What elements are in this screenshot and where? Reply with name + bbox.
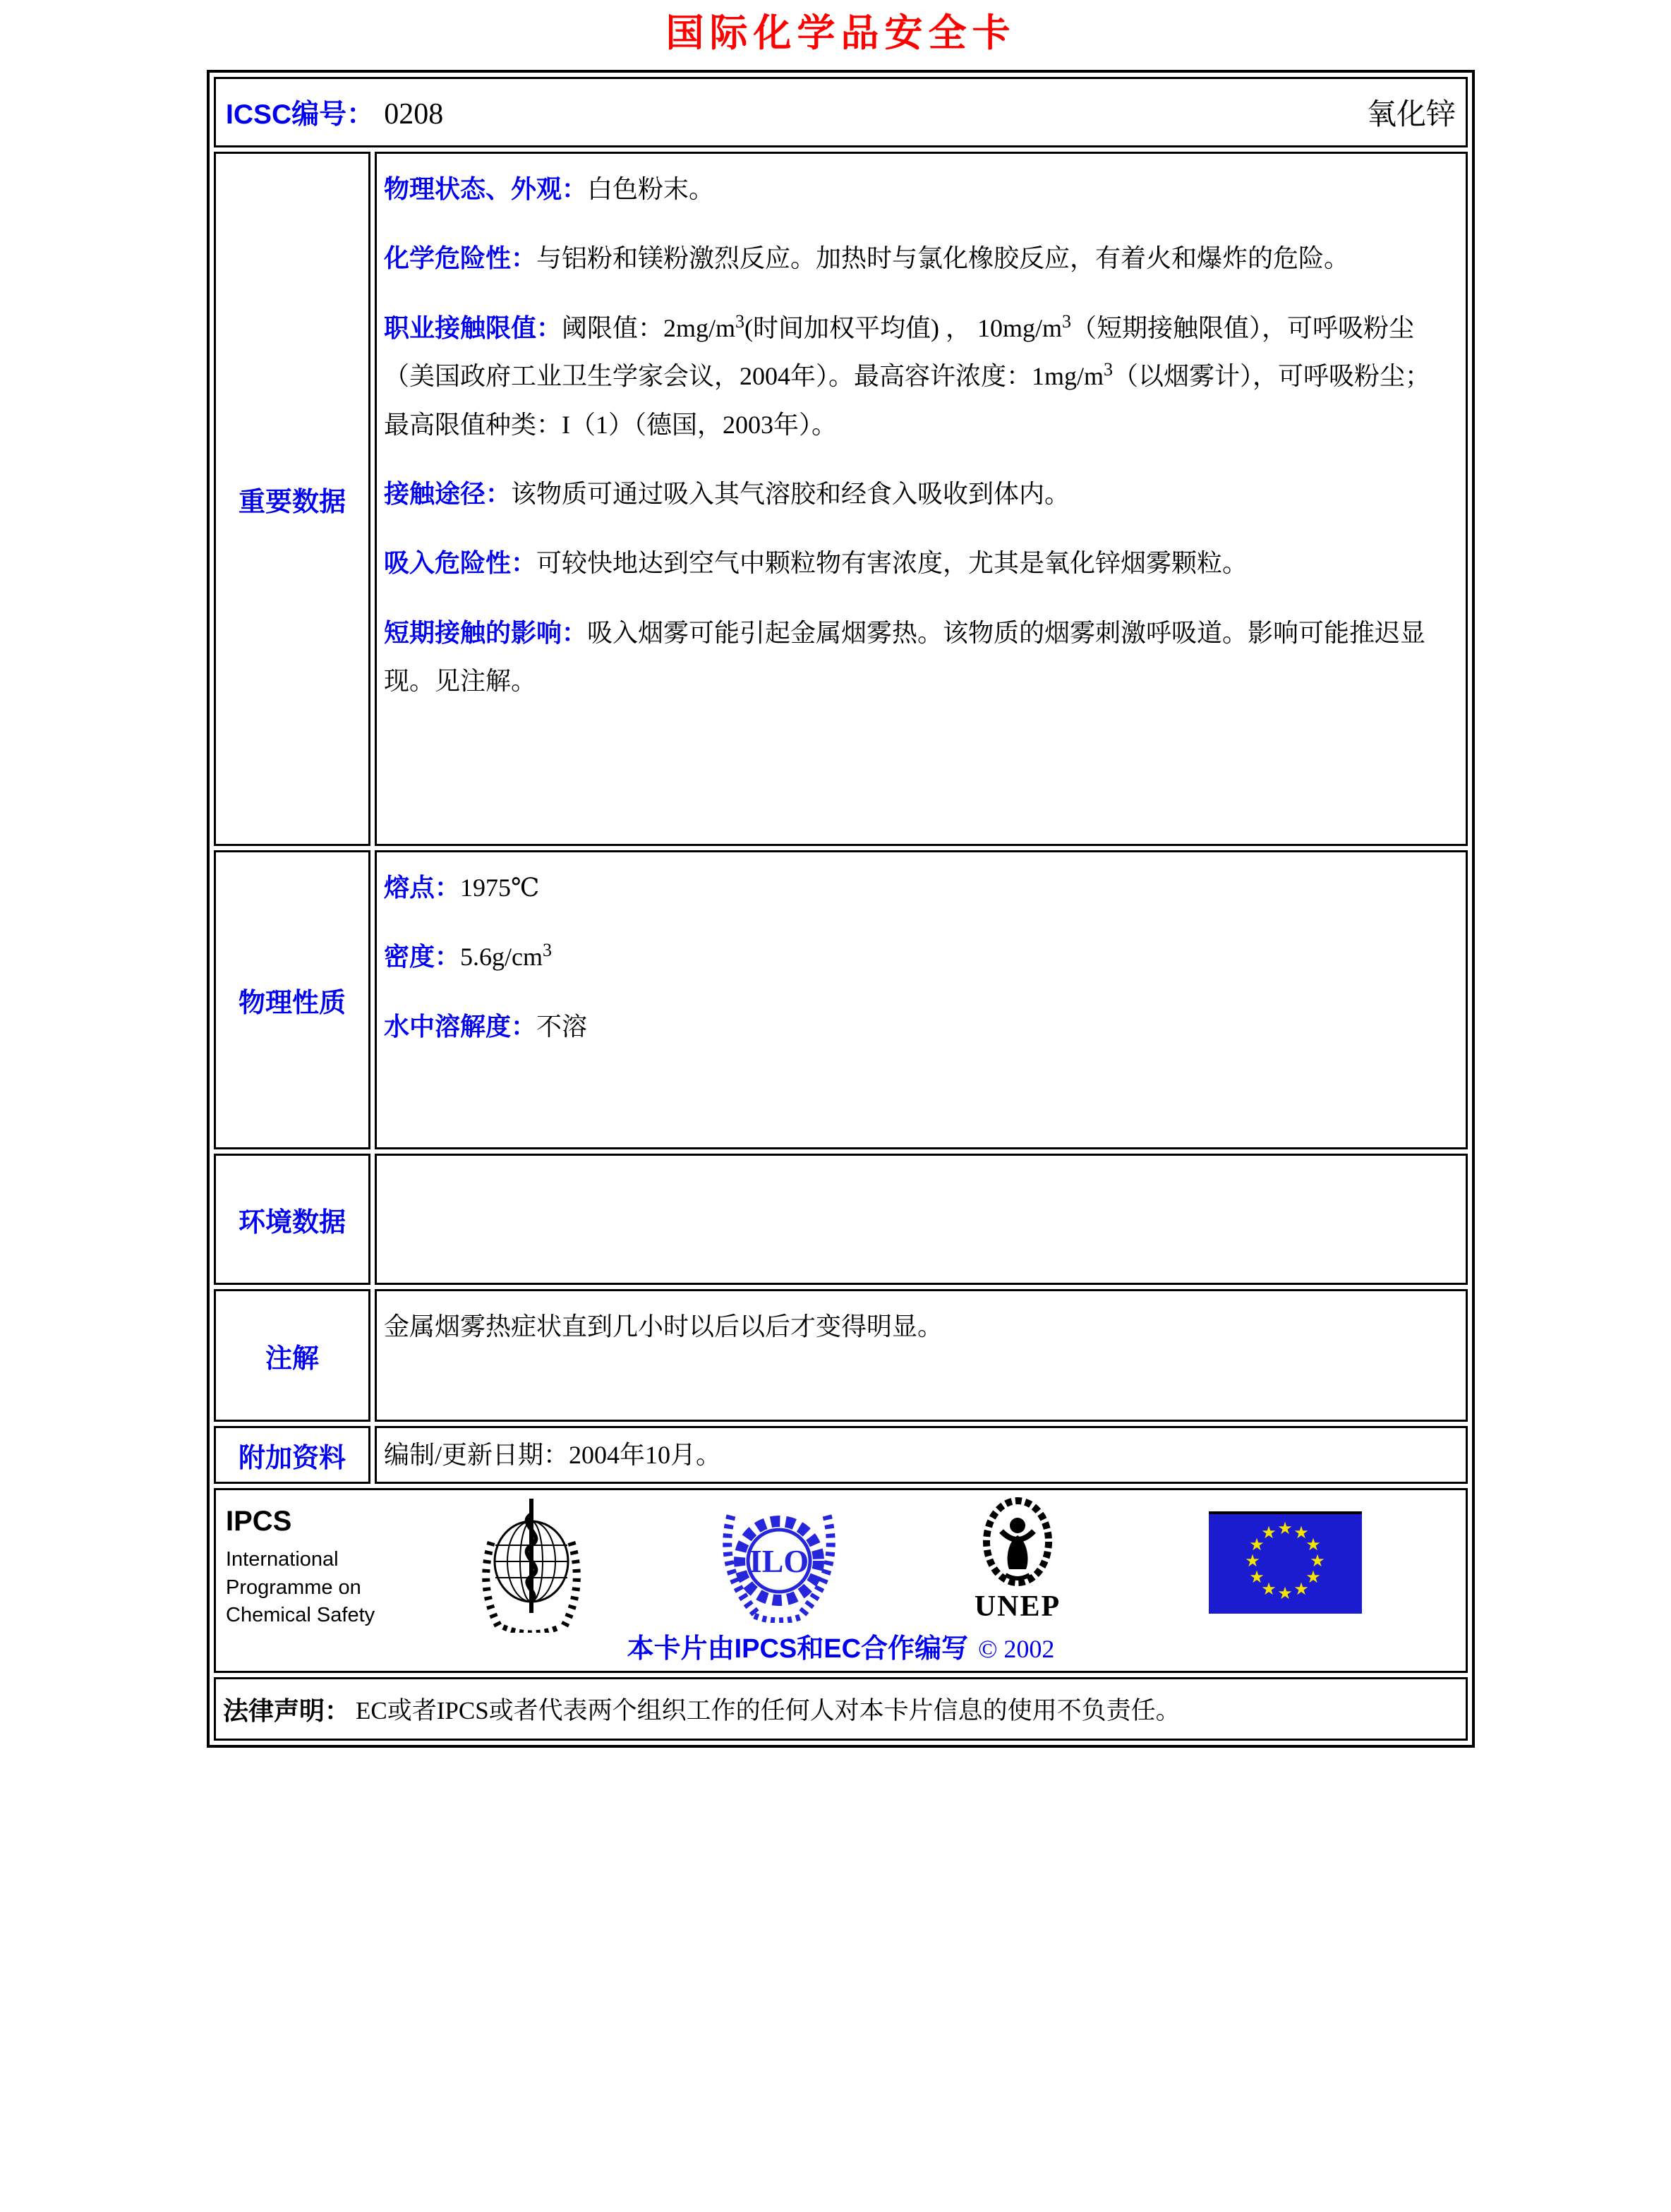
paragraph: [384, 304, 1454, 449]
field-label: 物理状态、外观：: [384, 174, 588, 203]
ipcs-title: IPCS: [226, 1506, 292, 1537]
eu-flag-star: ★: [1261, 1523, 1277, 1543]
eu-flag-star: ★: [1277, 1583, 1293, 1604]
eu-flag-star: ★: [1293, 1523, 1309, 1543]
section-label-notes: 注解: [265, 1343, 319, 1374]
legal-row: [214, 1677, 1468, 1741]
notes-content: [375, 1289, 1468, 1422]
footer-caption-text: 本卡片由IPCS和EC合作编写: [627, 1634, 969, 1664]
superscript: 3: [1104, 359, 1114, 380]
text-segment: (时间加权平均值) ， 10mg/m: [744, 313, 1063, 342]
superscript: 3: [1062, 310, 1072, 332]
environmental-data-row: [214, 1154, 1468, 1285]
paragraph: [384, 165, 1454, 213]
paragraph: [384, 933, 1454, 981]
additional-info-label-cell: [214, 1426, 370, 1484]
field-label: 水中溶解度：: [384, 1011, 537, 1041]
eu-flag-icon: [1209, 1511, 1362, 1614]
text-segment: 1975℃: [460, 874, 540, 902]
section-label-additional-info: 附加资料: [238, 1443, 346, 1473]
field-label: 接触途径：: [384, 478, 512, 508]
important-data-content: [375, 152, 1468, 846]
chemical-name: 氧化锌: [1366, 99, 1456, 131]
eu-flag-star: ★: [1310, 1551, 1325, 1571]
eu-flag-star: ★: [1293, 1579, 1309, 1600]
paragraph: [384, 1303, 1454, 1350]
footer-row: [214, 1488, 1468, 1673]
eu-flag-star: ★: [1305, 1535, 1321, 1555]
notes-label-cell: [214, 1289, 370, 1422]
unep-logo-text: UNEP: [974, 1590, 1061, 1624]
paragraph: [384, 1431, 1454, 1479]
field-label: 职业接触限值：: [384, 313, 562, 342]
environmental-data-label-cell: [214, 1154, 370, 1285]
field-label: 熔点：: [384, 873, 461, 902]
eu-flag-star: ★: [1305, 1567, 1321, 1588]
additional-info-row: [214, 1426, 1468, 1484]
ipcs-subtitle-line: Programme on: [226, 1576, 361, 1599]
field-label: 吸入危险性：: [384, 548, 537, 578]
text-segment: 该物质可通过吸入其气溶胶和经食入吸收到体内。: [511, 479, 1070, 508]
text-segment: （短期接触限值），可呼吸粉尘（美国政府工业卫生学家会议，2004年）。最高容许浓度：1mg/m: [384, 313, 1415, 391]
text-segment: 白色粉末。: [587, 175, 715, 203]
header-row: [214, 77, 1468, 147]
ipcs-block: [226, 1506, 375, 1628]
icsc-number-value: 0208: [384, 98, 444, 131]
ilo-logo-icon: [716, 1501, 843, 1626]
text-segment: 金属烟雾热症状直到几小时以后以后才变得明显。: [384, 1312, 943, 1341]
section-label-important-data: 重要数据: [238, 487, 346, 517]
text-segment: 不溶: [536, 1012, 588, 1041]
section-label-physical-properties: 物理性质: [238, 988, 346, 1018]
eu-flag-star: ★: [1261, 1579, 1277, 1600]
paragraph: [384, 234, 1454, 282]
icsc-number-group: [226, 92, 443, 132]
text-segment: （以烟雾计），可呼吸粉尘；最高限值种类：I（1）（德国，2003年）。: [384, 362, 1431, 439]
field-label: 短期接触的影响：: [384, 617, 588, 647]
legal-notice-text: EC或者IPCS或者代表两个组织工作的任何人对本卡片信息的使用不负责任。: [356, 1697, 1181, 1725]
ipcs-subtitle-line: International: [226, 1548, 339, 1571]
who-logo-icon: [471, 1494, 591, 1636]
physical-properties-row: [214, 850, 1468, 1149]
important-data-row: [214, 152, 1468, 846]
eu-flag-star: ★: [1277, 1518, 1293, 1539]
paragraph: [384, 864, 1454, 912]
footer-caption: [216, 1626, 1466, 1665]
paragraph: [384, 470, 1454, 518]
footer-copyright: © 2002: [978, 1635, 1055, 1664]
notes-row: [214, 1289, 1468, 1422]
unep-logo-icon: [965, 1496, 1070, 1624]
paragraph: [384, 609, 1454, 706]
field-label: 化学危险性：: [384, 243, 537, 273]
ipcs-subtitle-line: Chemical Safety: [226, 1603, 375, 1626]
eu-flag-star: ★: [1249, 1535, 1265, 1555]
svg-text:ILO: ILO: [749, 1543, 809, 1580]
environmental-data-content: [375, 1154, 1468, 1285]
important-data-label-cell: [214, 152, 370, 846]
section-label-environmental-data: 环境数据: [238, 1207, 346, 1238]
text-segment: 编制/更新日期：2004年10月。: [384, 1441, 722, 1469]
header-cell: [214, 77, 1468, 147]
text-segment: 5.6g/cm: [460, 943, 543, 972]
footer-cell: [214, 1488, 1468, 1673]
field-label: 密度：: [384, 942, 461, 972]
page-title: 国际化学品安全卡: [665, 12, 1016, 54]
text-segment: 可较快地达到空气中颗粒物有害浓度，尤其是氧化锌烟雾颗粒。: [536, 549, 1248, 578]
text-segment: 阈限值：2mg/m: [562, 313, 736, 342]
eu-flag-star: ★: [1245, 1551, 1260, 1571]
text-segment: 吸入烟雾可能引起金属烟雾热。该物质的烟雾刺激呼吸道。影响可能推迟显现。见注解。: [384, 618, 1426, 696]
paragraph: [384, 1003, 1454, 1051]
icsc-card: [207, 70, 1475, 1748]
superscript: 3: [735, 310, 745, 332]
paragraph: [384, 539, 1454, 587]
legal-notice-label: 法律声明：: [223, 1696, 351, 1725]
physical-properties-content: [375, 850, 1468, 1149]
physical-properties-label-cell: [214, 850, 370, 1149]
eu-flag-star: ★: [1249, 1567, 1265, 1588]
icsc-number-label: ICSC编号：: [226, 99, 375, 130]
text-segment: 与铝粉和镁粉激烈反应。加热时与氯化橡胶反应，有着火和爆炸的危险。: [536, 244, 1350, 273]
additional-info-content: [375, 1426, 1468, 1484]
superscript: 3: [543, 940, 552, 961]
legal-cell: [214, 1677, 1468, 1741]
